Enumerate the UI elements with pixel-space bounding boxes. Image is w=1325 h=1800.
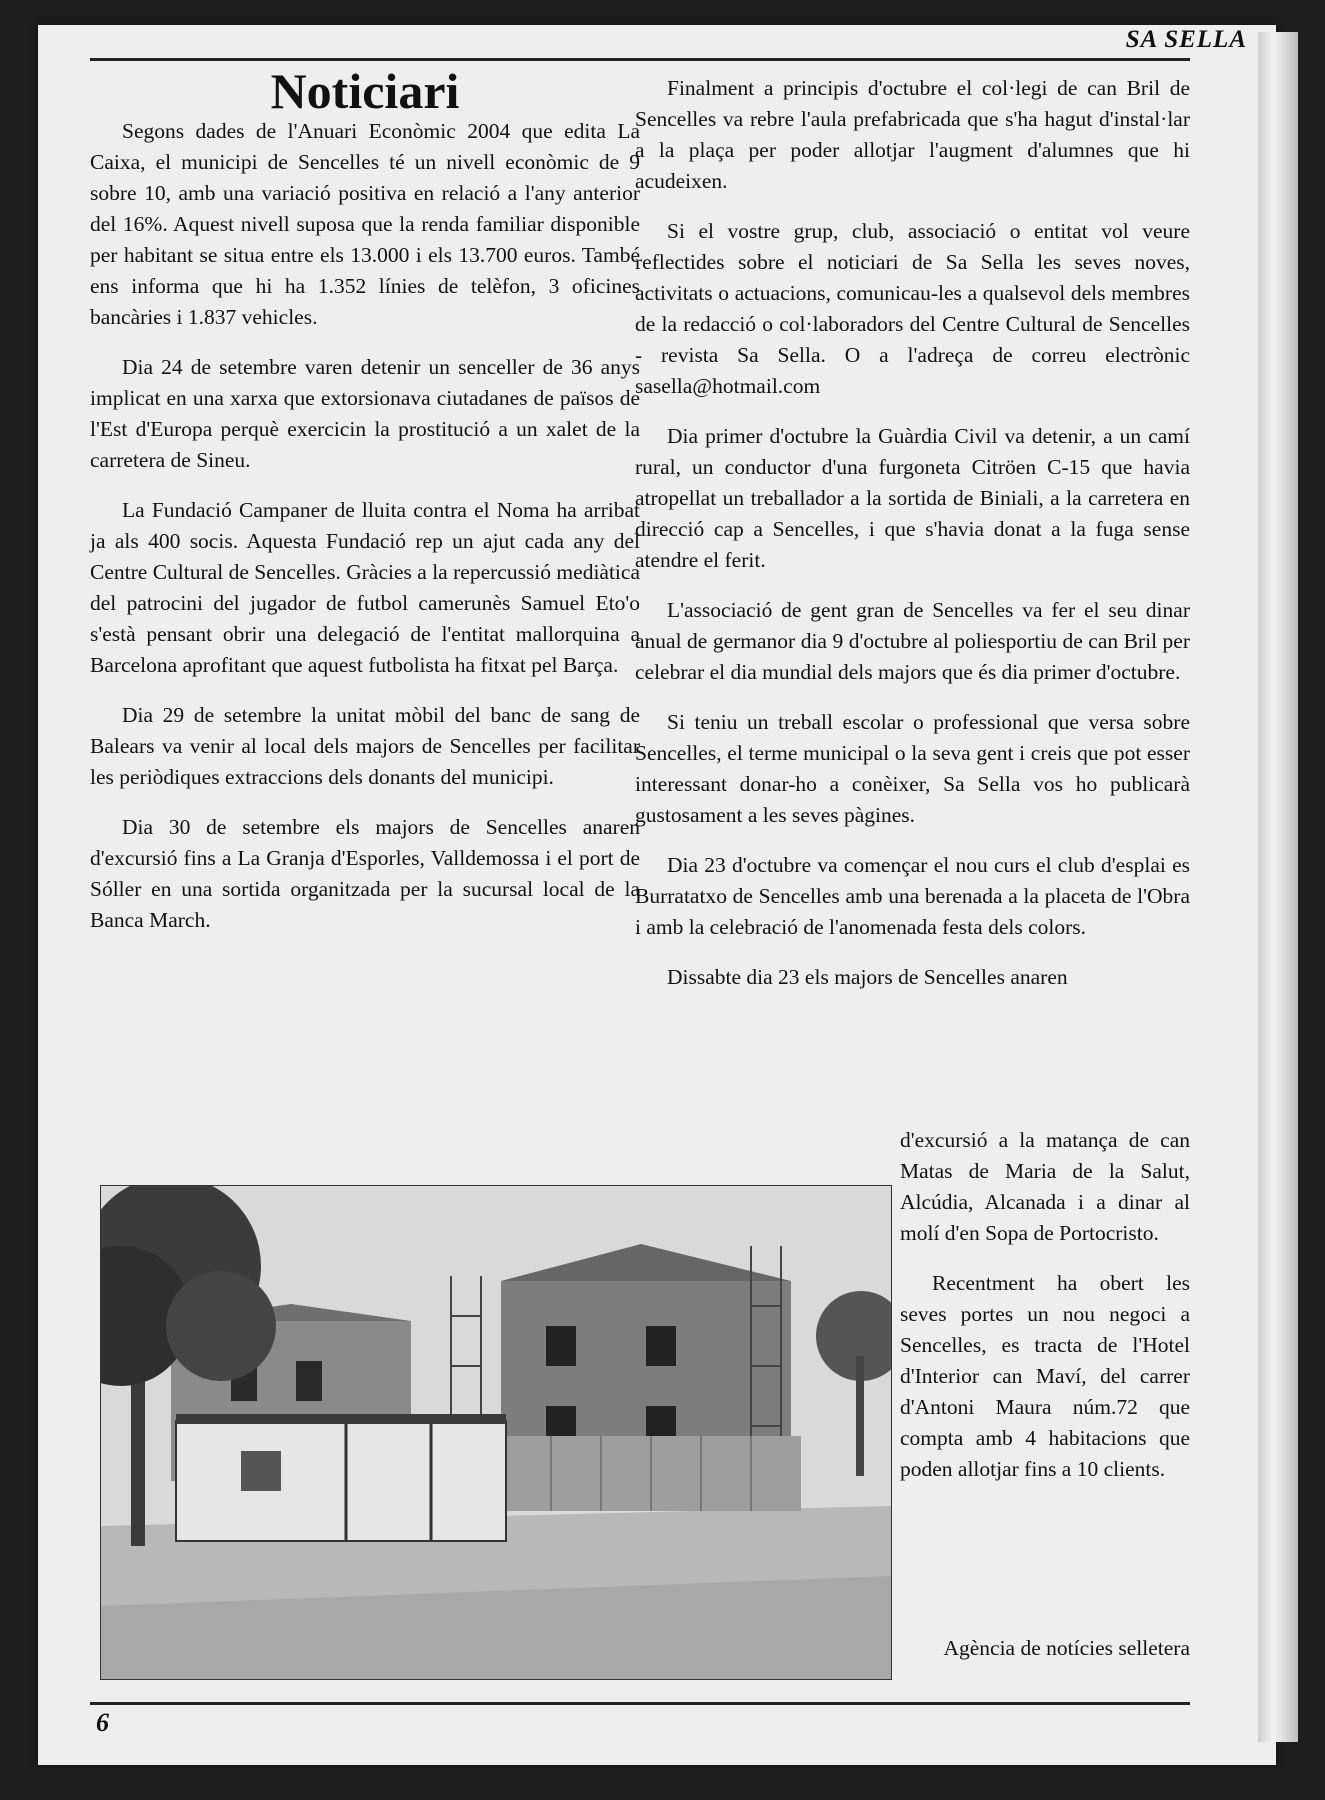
article-signature: Agència de notícies selletera <box>943 1636 1190 1660</box>
news-item: Si el vostre grup, club, associació o entitat vol veure reflectides sobre el noticiari de Sa Sella les seves noves, activitats o actuacions, comunicau-les a qualsevol dels membres de la redacció o col·laboradors del Centre Cultural de Sencelles - revista Sa Sella. O a l'adreça de correu electrònic sasella@hotmail.com <box>635 219 1190 398</box>
news-item: Dia primer d'octubre la Guàrdia Civil va detenir, a un camí rural, un conductor d'una furgoneta Citröen C-15 que havia atropellat un treballador a la sortida de Biniali, a la carretera en direcció cap a Sencelles, i que s'havia donat a la fuga sense atendre el ferit. <box>635 424 1190 572</box>
left-column <box>90 116 640 955</box>
news-item: Segons dades de l'Anuari Econòmic 2004 que edita La Caixa, el municipi de Sencelles té un nivell econòmic de 9 sobre 10, amb una variació positiva en relació a l'any anterior del 16%. Aquest nivell suposa que la renda familiar disponible per habitant se situa entre els 13.000 i els 13.700 euros. També ens informa que hi ha 1.352 línies de telèfon, 3 oficines bancàries i 1.837 vehicles. <box>90 119 640 329</box>
news-item: L'associació de gent gran de Sencelles va fer el seu dinar anual de germanor dia 9 d'octubre al poliesportiu de can Bril per celebrar el dia mundial dels majors que és dia primer d'octubre. <box>635 598 1190 684</box>
article-title: Noticiari <box>270 63 460 119</box>
side-column <box>900 1125 1190 1504</box>
page-edge <box>1258 32 1298 1742</box>
school-building-photo <box>100 1185 892 1680</box>
news-item-continued: d'excursió a la matança de can Matas de Maria de la Salut, Alcúdia, Alcanada i a dinar al molí d'en Sopa de Portocristo. <box>900 1128 1190 1245</box>
news-item: Si teniu un treball escolar o professional que versa sobre Sencelles, el terme municipal o la seva gent i creis que pot esser interessant donar-ho a conèixer, Sa Sella vos ho publicarà gustosament a les seves pàgines. <box>635 710 1190 827</box>
photo-illustration <box>101 1186 891 1679</box>
news-item: Dia 24 de setembre varen detenir un senceller de 36 anys implicat en una xarxa que extorsionava ciutadanes de països de l'Est d'Europa perquè exercicin la prostitució a un xalet de la carretera de Sineu. <box>90 355 640 472</box>
news-item: Dissabte dia 23 els majors de Sencelles anaren <box>667 965 1068 989</box>
news-item: Recentment ha obert les seves portes un nou negoci a Sencelles, es tracta de l'Hotel d'Interior can Maví, del carrer d'Antoni Maura núm.72 que compta amb 4 habitacions que poden allotjar fins a 10 clients. <box>900 1271 1190 1481</box>
news-item: La Fundació Campaner de lluita contra el Noma ha arribat ja als 400 socis. Aquesta Fundació rep un ajut cada any del Centre Cultural de Sencelles. Gràcies a la repercussió mediàtica del patrocini del jugador de futbol camerunès Samuel Eto'o s'està pensant obrir una delegació de l'entitat mallorquina a Barcelona aprofitant que aquest futbolista ha fitxat pel Barça. <box>90 498 640 677</box>
news-item: Dia 23 d'octubre va començar el nou curs el club d'esplai es Burratatxo de Sencelles amb una berenada a la placeta de l'Obra i amb la celebració de l'anomenada festa dels colors. <box>635 853 1190 939</box>
news-item: Dia 30 de setembre els majors de Sencelles anaren d'excursió fins a La Granja d'Esporles, Valldemossa i el port de Sóller en una sortida organitzada per la sucursal local de la Banca March. <box>90 815 640 932</box>
footer-rule <box>90 1702 1190 1705</box>
news-item: Finalment a principis d'octubre el col·legi de can Bril de Sencelles va rebre l'aula prefabricada que s'ha hagut d'instal·lar a la plaça per poder allotjar l'augment d'alumnes que hi acudeixen. <box>635 76 1190 193</box>
right-column <box>635 73 1190 1012</box>
news-item: Dia 29 de setembre la unitat mòbil del banc de sang de Balears va venir al local dels majors de Sencelles per facilitar les periòdiques extraccions dels donants del municipi. <box>90 703 640 789</box>
running-title: SA SELLA <box>1125 26 1247 53</box>
page-number: 6 <box>96 1708 109 1737</box>
header-rule <box>90 58 1190 61</box>
